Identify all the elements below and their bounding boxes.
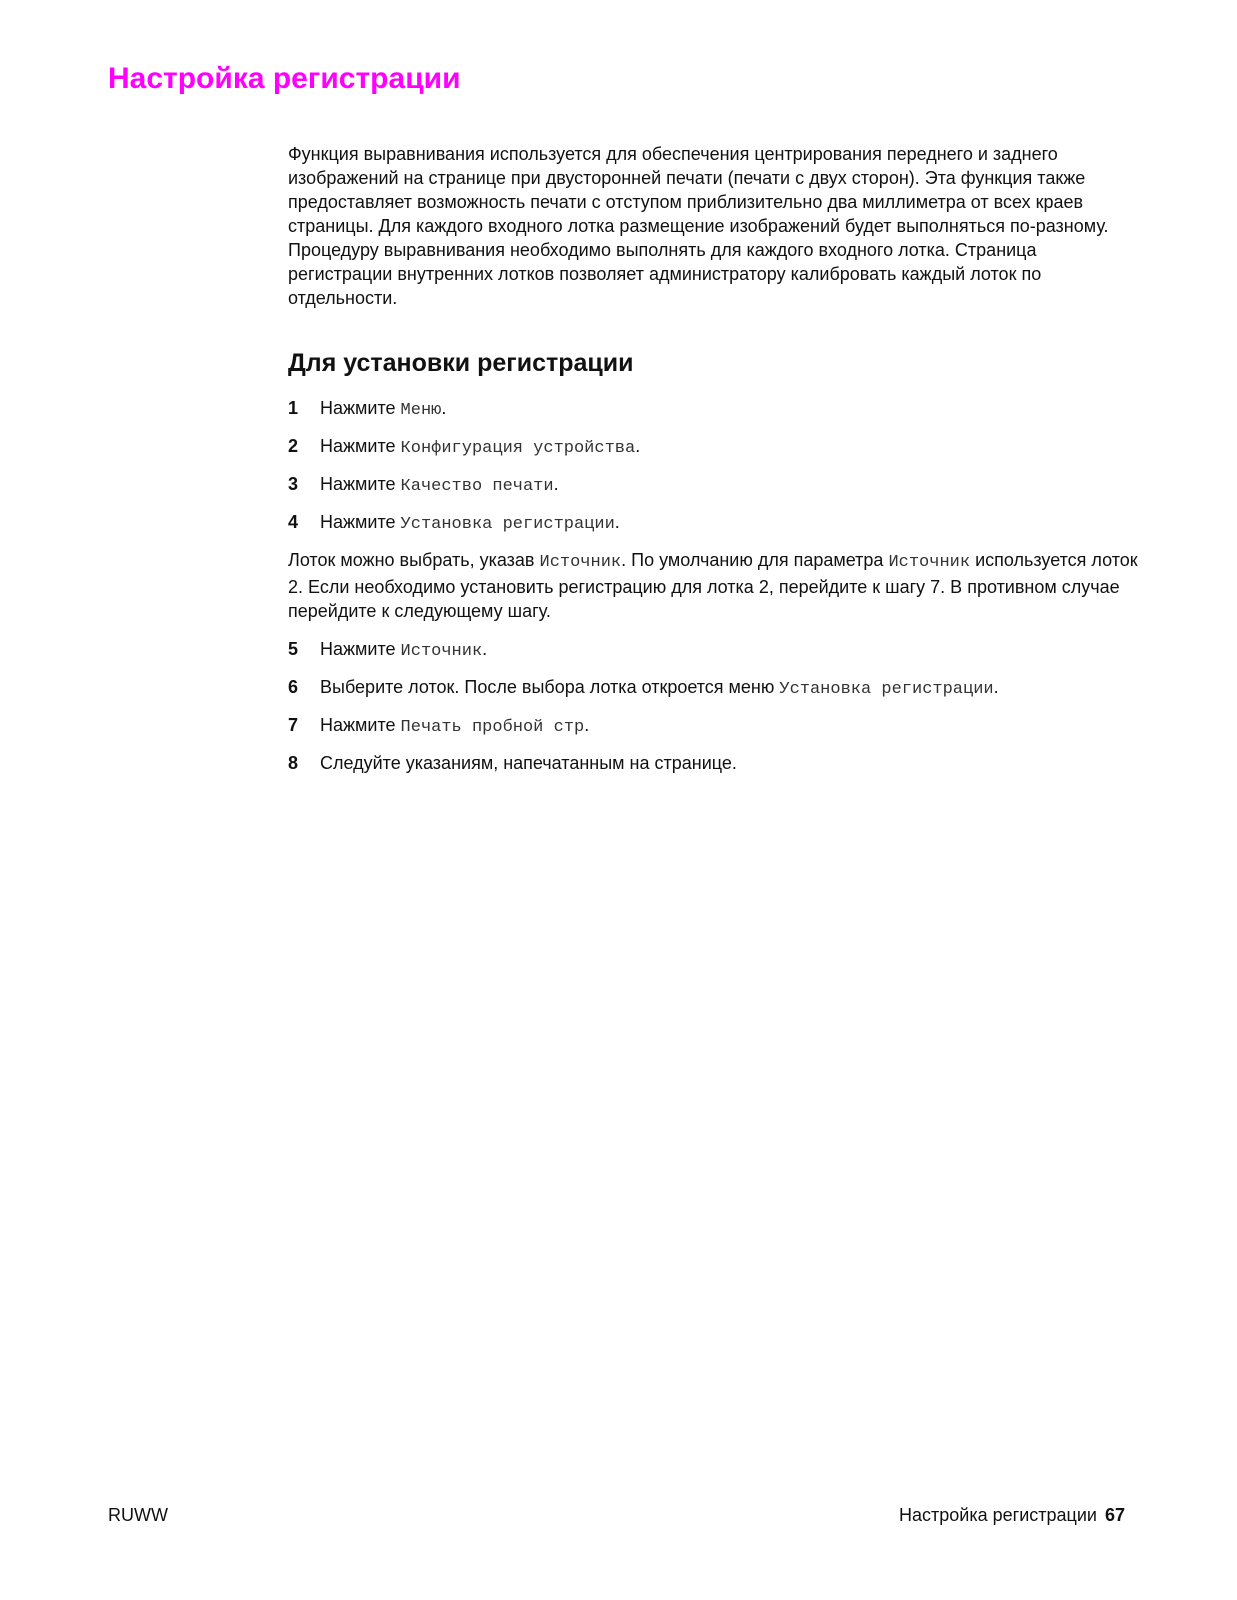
footer-page-number: 67 <box>1104 1505 1125 1525</box>
step-text: Нажмите Источник. <box>320 639 488 661</box>
menu-item-code: Источник <box>888 553 971 572</box>
footer-document-code: RUWW <box>108 1505 168 1525</box>
step-5 <box>288 637 1138 664</box>
step-2 <box>288 434 1138 461</box>
step-number: 2 <box>288 436 299 456</box>
footer-page-info <box>899 1505 1125 1526</box>
step-number: 8 <box>288 753 299 773</box>
step-text: Нажмите Меню. <box>320 398 447 420</box>
step-number: 4 <box>288 512 299 532</box>
step-number: 5 <box>288 639 299 659</box>
step-text: Следуйте указаниям, напечатанным на странице. <box>320 753 737 773</box>
step-3 <box>288 472 1138 499</box>
step-6 <box>288 675 1138 702</box>
step-number: 7 <box>288 715 299 735</box>
content <box>288 142 1138 789</box>
steps-list-part2 <box>288 637 1138 778</box>
menu-item-code: Печать пробной стр <box>400 718 585 737</box>
step-7 <box>288 713 1138 740</box>
menu-item-code: Источник <box>400 642 483 661</box>
step-number: 3 <box>288 474 299 494</box>
step-text: Нажмите Печать пробной стр. <box>320 715 590 737</box>
step-text: Нажмите Установка регистрации. <box>320 512 620 534</box>
step-8 <box>288 751 1138 778</box>
intro-paragraph: Функция выравнивания используется для обеспечения центрирования переднего и заднего изображений на странице при двусторонней печати (печати с двух сторон). Эта функция также предоставляет возможность печати с отступом приблизительно два миллиметра от всех краев страницы. Для каждого входного лотка размещение изображений будет выполняться по-разному. Процедуру выравнивания необходимо выполнять для каждого входного лотка. Страница регистрации внутренних лотков позволяет администратору калибровать каждый лоток по отдельности. <box>288 144 1109 308</box>
step-text: Нажмите Качество печати. <box>320 474 559 496</box>
step-1 <box>288 396 1138 423</box>
menu-item-code: Установка регистрации <box>779 680 994 699</box>
footer-section-title: Настройка регистрации <box>899 1505 1097 1525</box>
section-title: Для установки регистрации <box>288 349 634 377</box>
step-4 <box>288 510 1138 537</box>
step-text: Выберите лоток. После выбора лотка откроется меню Установка регистрации. <box>320 677 999 699</box>
step-number: 1 <box>288 398 299 418</box>
menu-item-code: Установка регистрации <box>400 515 615 534</box>
note-paragraph: Лоток можно выбрать, указав Источник. По умолчанию для параметра Источник используется лоток 2. Если необходимо установить регистрацию для лотка 2, перейдите к шагу 7. В противном случае перейдите к следующему шагу. <box>288 550 1138 621</box>
step-text: Нажмите Конфигурация устройства. <box>320 436 641 458</box>
menu-item-code: Качество печати <box>400 477 554 496</box>
menu-item-code: Меню <box>400 401 442 420</box>
menu-item-code: Источник <box>539 553 622 572</box>
step-number: 6 <box>288 677 299 697</box>
menu-item-code: Конфигурация устройства <box>400 439 636 458</box>
page-title: Настройка регистрации <box>108 62 461 95</box>
steps-list-part1 <box>288 396 1138 537</box>
